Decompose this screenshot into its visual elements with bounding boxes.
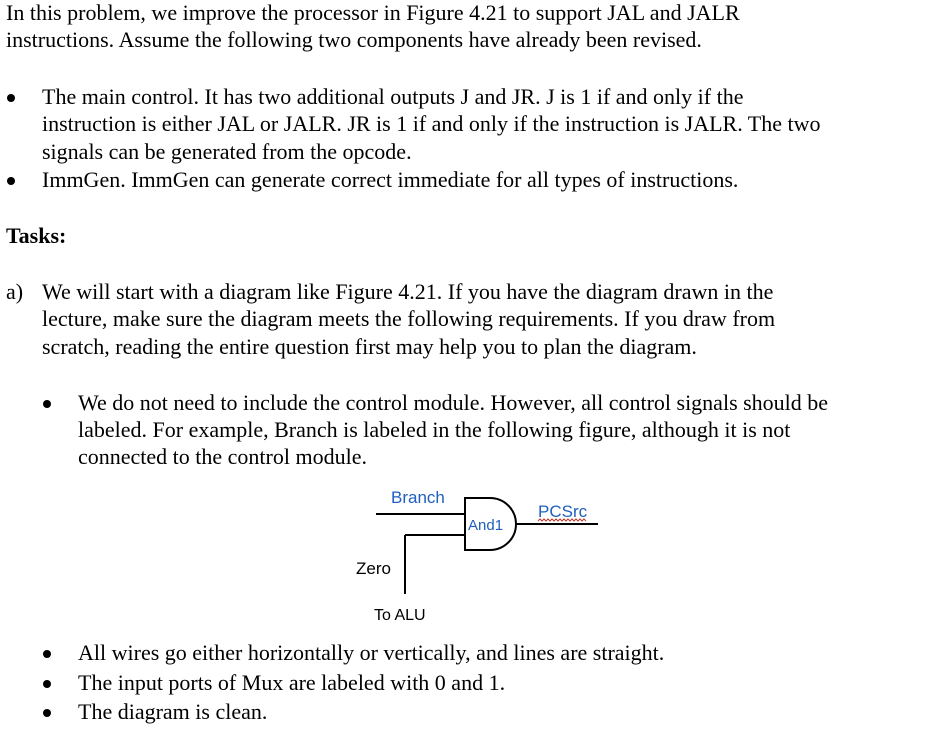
gate-label: And1 [468, 517, 504, 534]
zero-label: Zero [356, 559, 391, 578]
bullet-control-labels [43, 400, 51, 408]
bullet-wires [43, 650, 51, 658]
requirement-clean: The diagram is clean. [78, 699, 268, 724]
pcsrc-label: PCSrc [538, 502, 588, 521]
intro-line-2: instructions. Assume the following two components have already been revised. [6, 27, 702, 52]
task-a-marker: a) [6, 279, 24, 304]
main-control-line-1: The main control. It has two additional outputs J and JR. J is 1 if and only if the [42, 84, 744, 109]
bullet-main-control [7, 94, 15, 102]
bullet-mux-ports [43, 680, 51, 688]
requirement-mux-ports: The input ports of Mux are labeled with 0 and 1. [78, 670, 506, 695]
immgen-line: ImmGen. ImmGen can generate correct immediate for all types of instructions. [42, 167, 739, 192]
main-control-line-2: instruction is either JAL or JALR. JR is 1 if and only if the instruction is JALR. The two [42, 111, 821, 136]
main-control-line-3: signals can be generated from the opcode. [42, 139, 412, 164]
requirement-wires: All wires go either horizontally or vertically, and lines are straight. [78, 640, 665, 665]
intro-line-1: In this problem, we improve the processor in Figure 4.21 to support JAL and JALR [6, 0, 740, 25]
control-labels-line-1: We do not need to include the control module. However, all control signals should be [78, 390, 829, 415]
alu-label: To ALU [374, 607, 426, 624]
branch-label: Branch [391, 488, 445, 507]
tasks-heading: Tasks: [6, 223, 67, 248]
bullet-clean [43, 709, 51, 717]
task-a-line-3: scratch, reading the entire question first may help you to plan the diagram. [42, 334, 697, 359]
bullet-immgen [7, 177, 15, 185]
task-a-line-1: We will start with a diagram like Figure 4.21. If you have the diagram drawn in the [42, 279, 774, 304]
control-labels-line-2: labeled. For example, Branch is labeled in the following figure, although it is not [78, 417, 791, 442]
control-labels-line-3: connected to the control module. [78, 444, 367, 469]
task-a-line-2: lecture, make sure the diagram meets the following requirements. If you draw from [42, 306, 776, 331]
and-gate-figure [340, 478, 620, 638]
